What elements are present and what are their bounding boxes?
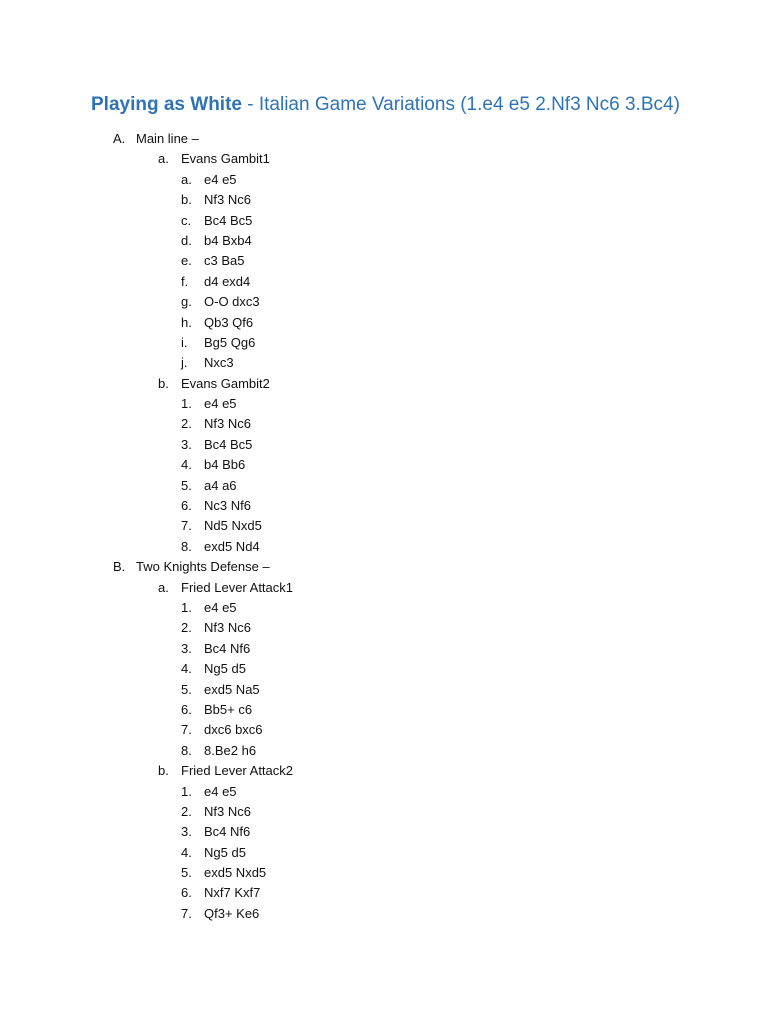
move-item xyxy=(0,822,768,842)
move-item xyxy=(0,313,768,333)
list-item-text: Bc4 Bc5 xyxy=(204,212,253,228)
section-heading xyxy=(0,557,768,577)
list-item-text: e4 e5 xyxy=(204,783,237,799)
list-marker: 3. xyxy=(181,436,192,452)
list-marker: h. xyxy=(181,314,192,330)
list-marker: 8. xyxy=(181,538,192,554)
list-marker: 3. xyxy=(181,824,192,840)
variation-heading xyxy=(0,374,768,394)
list-marker: a. xyxy=(158,579,169,595)
move-item xyxy=(0,639,768,659)
move-item xyxy=(0,231,768,251)
list-item-text: Bc4 Bc5 xyxy=(204,436,253,452)
list-item-text: Nf3 Nc6 xyxy=(204,192,251,208)
list-marker: 6. xyxy=(181,885,192,901)
list-marker: a. xyxy=(158,151,169,167)
list-item-text: d4 exd4 xyxy=(204,273,251,289)
list-marker: f. xyxy=(181,273,189,289)
move-item xyxy=(0,659,768,679)
list-item-text: Ng5 d5 xyxy=(204,661,246,677)
move-item xyxy=(0,802,768,822)
list-marker: 5. xyxy=(181,681,192,697)
list-marker: 2. xyxy=(181,620,192,636)
list-marker: A. xyxy=(113,131,126,146)
move-item xyxy=(0,435,768,455)
list-marker: b. xyxy=(158,763,169,779)
move-item xyxy=(0,904,768,924)
list-marker: b. xyxy=(181,192,192,208)
move-item xyxy=(0,170,768,190)
list-item-text: e4 e5 xyxy=(204,171,237,187)
move-item xyxy=(0,394,768,414)
move-item xyxy=(0,537,768,557)
move-item xyxy=(0,618,768,638)
list-item-text: Nc3 Nf6 xyxy=(204,498,251,514)
list-item-text: Ng5 d5 xyxy=(204,844,246,860)
list-item-text: Nxf7 Kxf7 xyxy=(204,885,261,901)
list-marker: 2. xyxy=(181,803,192,819)
list-item-text: b4 Bb6 xyxy=(204,457,246,473)
list-item-text: Main line – xyxy=(136,131,199,146)
move-item xyxy=(0,883,768,903)
list-marker: 2. xyxy=(181,416,192,432)
list-item-text: Nf3 Nc6 xyxy=(204,803,251,819)
list-marker: B. xyxy=(113,559,126,575)
list-item-text: Evans Gambit2 xyxy=(181,375,270,391)
list-item-text: e4 e5 xyxy=(204,396,237,412)
page-title xyxy=(91,93,680,117)
list-marker: 7. xyxy=(181,722,192,738)
move-item xyxy=(0,190,768,210)
list-item-text: exd5 Nxd5 xyxy=(204,865,267,881)
list-item-text: Bg5 Qg6 xyxy=(204,334,256,350)
list-marker: e. xyxy=(181,253,192,269)
list-marker: j. xyxy=(181,355,188,371)
move-item xyxy=(0,251,768,271)
list-marker: 5. xyxy=(181,477,192,493)
variation-heading xyxy=(0,761,768,781)
list-item-text: Nf3 Nc6 xyxy=(204,620,251,636)
list-marker: 3. xyxy=(181,640,192,656)
list-marker: 1. xyxy=(181,396,192,412)
move-item xyxy=(0,476,768,496)
list-marker: 8. xyxy=(181,742,192,758)
move-item xyxy=(0,211,768,231)
list-item-text: Fried Lever Attack1 xyxy=(181,579,293,595)
list-item-text: c3 Ba5 xyxy=(204,253,245,269)
list-item-text: Two Knights Defense – xyxy=(136,559,270,575)
list-item-text: exd5 Nd4 xyxy=(204,538,260,554)
list-item-text: exd5 Na5 xyxy=(204,681,260,697)
list-marker: 5. xyxy=(181,865,192,881)
list-item-text: O-O dxc3 xyxy=(204,294,260,310)
move-item xyxy=(0,782,768,802)
list-item-text: b4 Bxb4 xyxy=(204,232,252,248)
list-item-text: Bc4 Nf6 xyxy=(204,824,251,840)
list-item-text: Qb3 Qf6 xyxy=(204,314,254,330)
move-item xyxy=(0,516,768,536)
move-item xyxy=(0,598,768,618)
list-item-text: Evans Gambit1 xyxy=(181,151,270,167)
move-item xyxy=(0,292,768,312)
move-item xyxy=(0,414,768,434)
list-marker: 6. xyxy=(181,701,192,717)
list-item-text: Nxc3 xyxy=(204,355,234,371)
section-heading xyxy=(0,129,768,149)
list-item-text: Bc4 Nf6 xyxy=(204,640,251,656)
move-item xyxy=(0,741,768,761)
list-marker: 7. xyxy=(181,518,192,534)
list-marker: 6. xyxy=(181,498,192,514)
move-item xyxy=(0,700,768,720)
list-marker: 7. xyxy=(181,905,192,921)
move-item xyxy=(0,272,768,292)
list-item-text: Nd5 Nxd5 xyxy=(204,518,262,534)
variation-heading xyxy=(0,578,768,598)
move-item xyxy=(0,680,768,700)
list-item-text: a4 a6 xyxy=(204,477,237,493)
list-marker: 4. xyxy=(181,844,192,860)
title-bold: Playing as White xyxy=(91,94,242,115)
move-item xyxy=(0,496,768,516)
list-item-text: dxc6 bxc6 xyxy=(204,722,263,738)
move-item xyxy=(0,843,768,863)
variation-outline xyxy=(0,129,768,924)
list-marker: a. xyxy=(181,171,192,187)
move-item xyxy=(0,720,768,740)
list-marker: d. xyxy=(181,232,192,248)
list-marker: c. xyxy=(181,212,192,228)
list-marker: b. xyxy=(158,375,169,391)
variation-heading xyxy=(0,149,768,169)
list-marker: 4. xyxy=(181,457,192,473)
move-item xyxy=(0,333,768,353)
list-item-text: Bb5+ c6 xyxy=(204,701,253,717)
list-marker: 1. xyxy=(181,599,192,615)
move-item xyxy=(0,455,768,475)
list-item-text: Fried Lever Attack2 xyxy=(181,763,293,779)
list-item-text: 8.Be2 h6 xyxy=(204,742,257,758)
list-marker: i. xyxy=(181,334,188,350)
list-item-text: Nf3 Nc6 xyxy=(204,416,251,432)
move-item xyxy=(0,353,768,373)
title-rest: - Italian Game Variations (1.e4 e5 2.Nf3 Nc6 3.Bc4) xyxy=(241,94,680,115)
list-marker: g. xyxy=(181,294,192,310)
list-marker: 4. xyxy=(181,661,192,677)
list-item-text: Qf3+ Ke6 xyxy=(204,905,260,921)
list-item-text: e4 e5 xyxy=(204,599,237,615)
list-marker: 1. xyxy=(181,783,192,799)
move-item xyxy=(0,863,768,883)
